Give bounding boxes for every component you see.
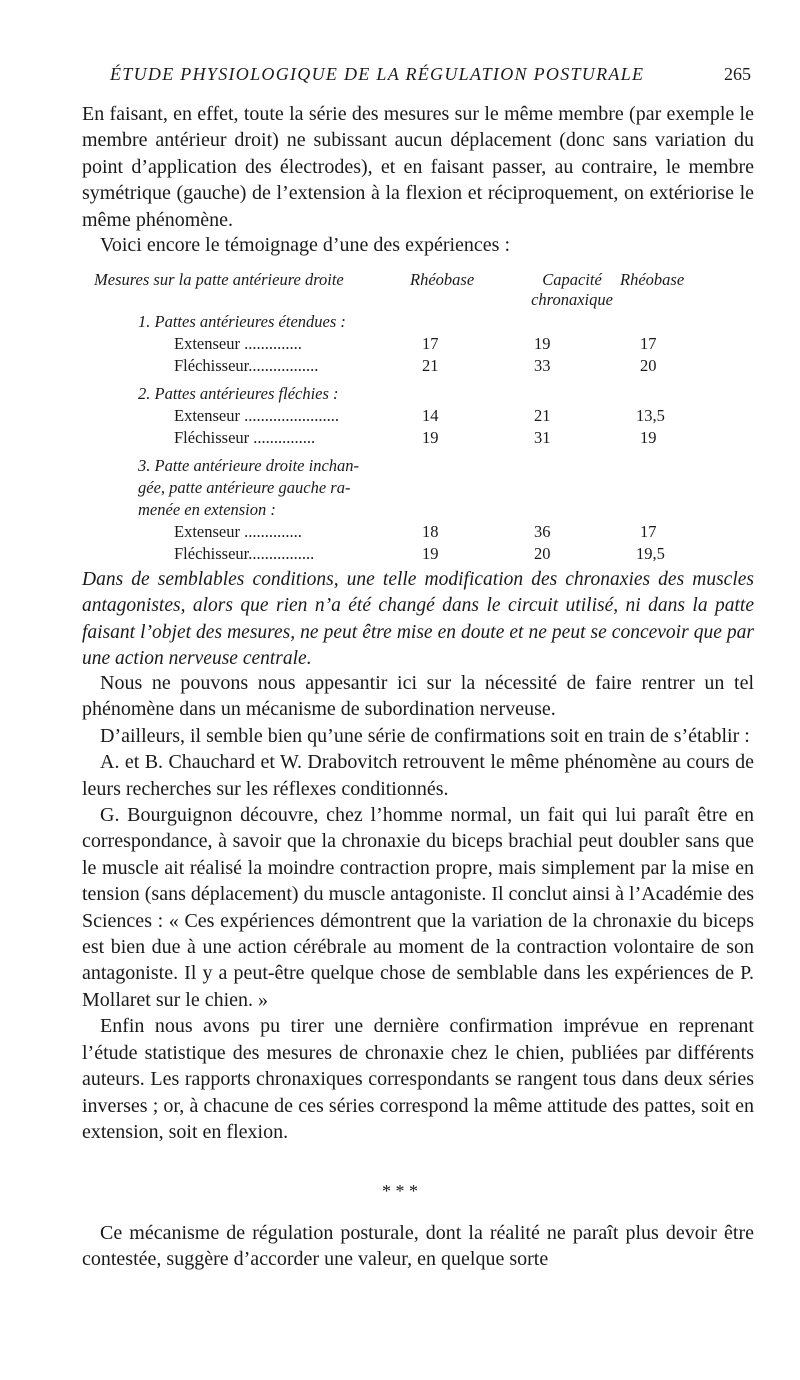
group-label: 1. Pattes antérieures étendues : — [138, 312, 346, 331]
table-row: Extenseur ....................... 14 21 13,5 — [174, 406, 665, 425]
paragraph: Nous ne pouvons nous appesantir ici sur la nécessité de faire rentrer un tel phénomène dans un mécanisme de subordination nerveuse. — [82, 672, 754, 721]
paragraph: G. Bourguignon découvre, chez l’homme normal, un fait qui lui paraît être en correspondance, à savoir que la chronaxie du biceps brachial peut doubler sans que le muscle ait réalisé la moindre contraction propre, mais simplement par la mise en tension (sans déplacement) du muscle antagoniste. Il conclut ainsi à l’Académie des Sciences : « Ces expériences démontrent que la variation de la chronaxie du biceps est bien due à une action cérébrale au moment de la contraction volontaire de son antagoniste. Il y a peut-être quelque chose de semblable dans les expériences de P. Mollaret sur le chien. » — [82, 804, 755, 1011]
paragraph: D’ailleurs, il semble bien qu’une série de confirmations soit en train de s’établir : — [100, 724, 750, 747]
paragraph: Enfin nous avons pu tirer une dernière confirmation imprévue en reprenant l’étude statistique des mesures de chronaxie chez le chien, publiées par différents auteurs. Les rapports chronaxiques correspondants se rangent tous dans deux séries inverses ; or, à chacune de ces séries correspond la même attitude des pattes, soit en extension, soit en flexion. — [82, 1015, 754, 1143]
table-header-row — [94, 270, 694, 309]
emphasis-paragraph: Dans de semblables conditions, une telle modification des chronaxies des muscles antagonistes, alors que rien n’a été changé dans le circuit utilisé, ni dans la patte faisant l’objet des mesures, ne peut être mise en doute et ne peut se concevoir que par une action nerveuse centrale. — [82, 569, 754, 670]
group-label-cont: gée, patte antérieure gauche ra- — [138, 478, 351, 497]
page-number: 265 — [724, 64, 751, 84]
header-measures: Mesures sur la patte antérieure droite — [94, 270, 344, 289]
paragraph: En faisant, en effet, toute la série des mesures sur le même membre (par exemple le membre antérieur droit) ne subissant aucun déplacement (donc sans variation du point d’application des électrodes), et en faisant passer, au contraire, le membre symétrique (gauche) de l’extension à la flexion et réciproquement, on extériorise le même phénomène. — [82, 103, 754, 231]
table-row: Fléchisseur................ 19 20 19,5 — [174, 544, 665, 563]
main-paragraphs — [82, 670, 754, 1145]
header-rheobase-2: Rhéobase — [620, 270, 685, 289]
closing-paragraph-block — [82, 1220, 754, 1273]
group-label: 3. Patte antérieure droite inchan- — [138, 456, 360, 475]
table-row: Extenseur .............. 17 19 17 — [174, 334, 657, 353]
table-row: Fléchisseur................. 21 33 20 — [174, 356, 657, 375]
header-capacite: Capacité chronaxique — [531, 270, 613, 309]
group-label: 2. Pattes antérieures fléchies : — [138, 384, 339, 403]
paragraph: Voici encore le témoignage d’une des expériences : — [100, 234, 511, 256]
header-rheobase-1: Rhéobase — [410, 270, 475, 289]
intro-paragraph-block-2 — [82, 232, 754, 258]
paragraph: Ce mécanisme de régulation posturale, dont la réalité ne paraît plus devoir être contestée, suggère d’accorder une valeur, en quelque sorte — [82, 1222, 754, 1271]
table-row: Fléchisseur ............... 19 31 19 — [174, 428, 657, 447]
running-title: ÉTUDE PHYSIOLOGIQUE DE LA RÉGULATION POSTURALE — [110, 64, 645, 84]
table-row: Extenseur .............. 18 36 17 — [174, 522, 657, 541]
group-label-cont: menée en extension : — [138, 500, 276, 519]
section-separator: * * * — [382, 1181, 418, 1201]
intro-paragraph-block — [82, 101, 754, 233]
paragraph: A. et B. Chauchard et W. Drabovitch retrouvent le même phénomène au cours de leurs recherches sur les réflexes conditionnés. — [82, 751, 754, 800]
